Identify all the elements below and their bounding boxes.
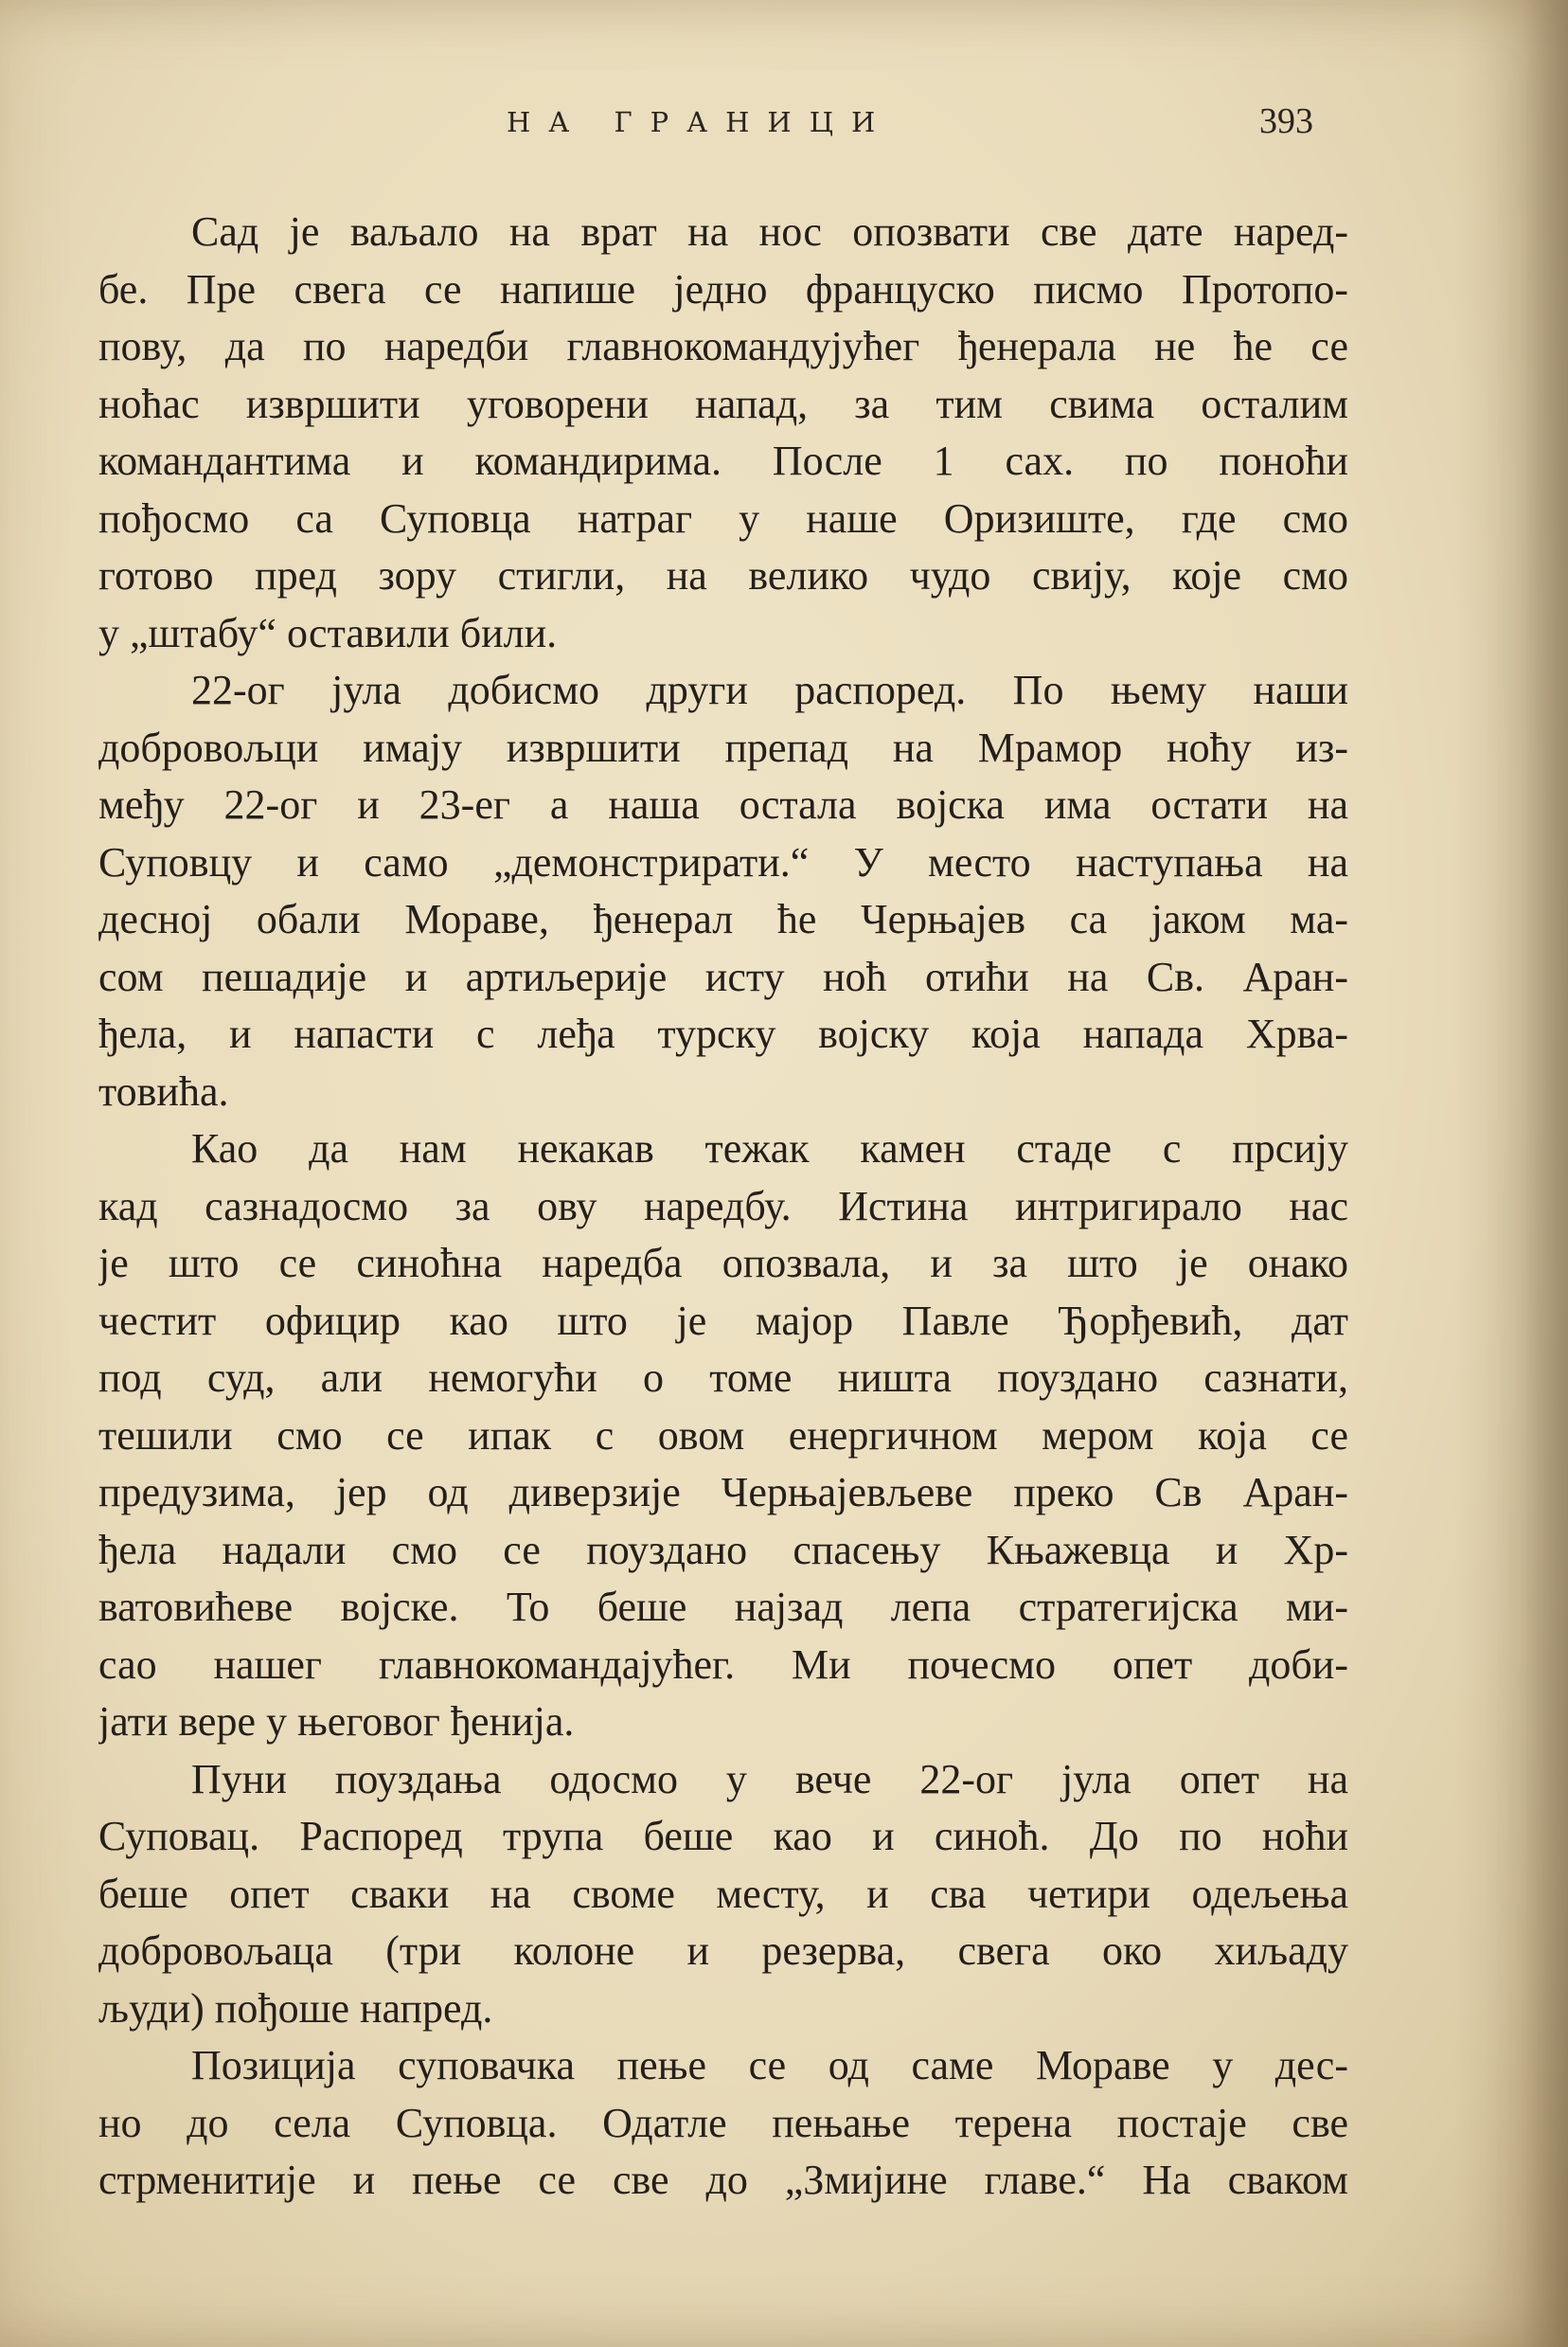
text-line: јати вере у његовог ђенија. (98, 1698, 575, 1745)
text-line: ноћас извршити уговорени напад, за тим свима осталим (98, 380, 1348, 427)
text-line: готово пред зору стигли, на велико чудо свију, које смо (98, 552, 1348, 599)
text-line: Пуни поуздања одосмо у вече 22-ог јула опет на (191, 1755, 1348, 1802)
text-line: беше опет сваки на своме месту, и сва четири одељења (98, 1870, 1348, 1917)
text-line: командантима и командирима. После 1 сах. по поноћи (98, 438, 1348, 484)
text-line: сом пешадије и артиљерије исту ноћ отићи на Св. Аран- (98, 953, 1348, 1000)
text-line: десној обали Мораве, ђенерал ће Черњајев са јаком ма- (98, 896, 1348, 942)
text-line: Као да нам некакав тежак камен стаде с прсију (191, 1125, 1348, 1172)
text-line: Сад је ваљало на врат на нос опозвати све дате наред- (191, 208, 1348, 255)
text-line: под суд, али немогући о томе ништа поуздано сазнати, (98, 1354, 1348, 1401)
text-line: кад сазнадосмо за ову наредбу. Истина интригирало нас (98, 1182, 1348, 1229)
text-line: пођосмо са Суповца натраг у наше Оризиште, где смо (98, 494, 1348, 542)
page-edge-shadow (1454, 0, 1568, 2347)
text-line: у „штабу“ оставили били. (98, 609, 558, 656)
text-line: тешили смо се ипак с овом енергичном мером која се (98, 1411, 1348, 1459)
text-line: предузима, јер од диверзије Черњајевљеве преко Св Аран- (98, 1469, 1348, 1515)
text-line: међу 22-ог и 23-ег а наша остала војска има остати на (98, 781, 1348, 828)
running-title: НА ГРАНИЦИ (507, 106, 894, 138)
text-line: добровољаца (три колоне и резерва, свега око хиљаду (98, 1927, 1348, 1974)
text-line: стрменитије и пење се све до „Змијине главе.“ На сваком (98, 2157, 1348, 2203)
body-text (98, 204, 1348, 2210)
text-line: добровољци имају извршити препад на Мрамор ноћу из- (98, 724, 1348, 771)
text-line: Суповцу и само „демонстрирати.“ У место наступања на (98, 838, 1348, 886)
text-line: пову, да по наредби главнокомандујућег ђенерала не ће се (98, 323, 1348, 369)
text-line: Позиција суповачка пење се од саме Мораве у дес- (191, 2042, 1348, 2088)
text-line: ђела, и напасти с леђа турску војску која напада Хрва- (98, 1011, 1348, 1057)
text-line: товића. (98, 1067, 229, 1115)
text-line: Суповац. Распоред трупа беше као и синоћ. До по ноћи (98, 1813, 1348, 1859)
text-line: ватовићеве војске. То беше најзад лепа стратегијска ми- (98, 1584, 1348, 1630)
text-line: је што се синоћна наредба опозвала, и за што је онако (98, 1240, 1348, 1286)
text-line: ђела надали смо се поуздано спасењу Књажевца и Хр- (98, 1526, 1348, 1573)
text-line: сао нашег главнокомандајућег. Ми почесмо опет доби- (98, 1640, 1348, 1688)
text-line: бе. Пре свега се напише једно француско писмо Протопо- (98, 265, 1348, 313)
text-line: честит официр као што је мајор Павле Ђорђевић, дат (98, 1297, 1348, 1344)
page-number: 393 (1259, 101, 1313, 141)
text-line: људи) пођоше напред. (98, 1984, 493, 2032)
text-line: но до села Суповца. Одатле пењање терена постаје све (98, 2099, 1348, 2146)
text-line: 22-ог јула добисмо други распоред. По њему наши (191, 667, 1348, 713)
